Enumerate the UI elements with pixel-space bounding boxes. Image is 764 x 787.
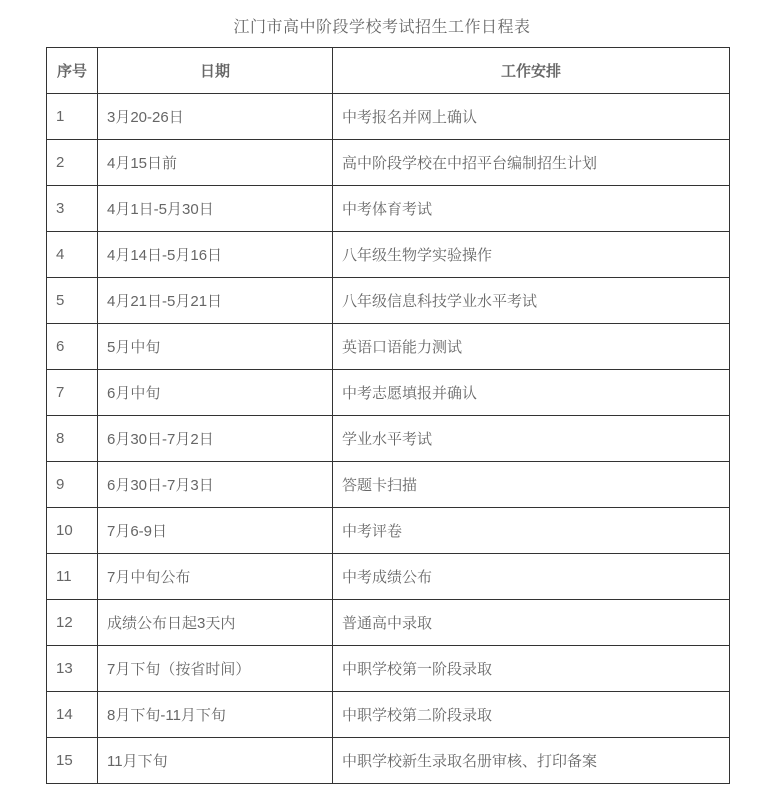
table-row xyxy=(47,416,730,462)
cell-no: 15 xyxy=(47,738,98,784)
cell-task: 中考成绩公布 xyxy=(333,554,730,600)
cell-date: 7月6-9日 xyxy=(98,508,333,554)
cell-task: 高中阶段学校在中招平台编制招生计划 xyxy=(333,140,730,186)
cell-task: 学业水平考试 xyxy=(333,416,730,462)
table-row xyxy=(47,508,730,554)
cell-task: 中职学校第一阶段录取 xyxy=(333,646,730,692)
cell-no: 4 xyxy=(47,232,98,278)
cell-task: 答题卡扫描 xyxy=(333,462,730,508)
table-body xyxy=(47,94,730,784)
cell-task: 普通高中录取 xyxy=(333,600,730,646)
table-row xyxy=(47,370,730,416)
cell-task: 八年级生物学实验操作 xyxy=(333,232,730,278)
cell-date: 5月中旬 xyxy=(98,324,333,370)
cell-date: 成绩公布日起3天内 xyxy=(98,600,333,646)
cell-task: 中考体育考试 xyxy=(333,186,730,232)
table-row xyxy=(47,186,730,232)
cell-date: 4月14日-5月16日 xyxy=(98,232,333,278)
cell-date: 3月20-26日 xyxy=(98,94,333,140)
table-row xyxy=(47,94,730,140)
cell-date: 11月下旬 xyxy=(98,738,333,784)
cell-task: 中考志愿填报并确认 xyxy=(333,370,730,416)
cell-no: 12 xyxy=(47,600,98,646)
schedule-table xyxy=(46,47,730,784)
table-row xyxy=(47,692,730,738)
cell-no: 10 xyxy=(47,508,98,554)
cell-date: 6月中旬 xyxy=(98,370,333,416)
page-title: 江门市高中阶段学校考试招生工作日程表 xyxy=(233,19,531,36)
cell-no: 7 xyxy=(47,370,98,416)
cell-no: 2 xyxy=(47,140,98,186)
table-row xyxy=(47,232,730,278)
cell-no: 13 xyxy=(47,646,98,692)
table-row xyxy=(47,554,730,600)
header-row xyxy=(47,48,730,94)
header-cell-task: 工作安排 xyxy=(333,48,730,94)
cell-no: 6 xyxy=(47,324,98,370)
cell-no: 14 xyxy=(47,692,98,738)
table-row xyxy=(47,646,730,692)
header-cell-date: 日期 xyxy=(98,48,333,94)
cell-no: 8 xyxy=(47,416,98,462)
table-row xyxy=(47,738,730,784)
cell-date: 8月下旬-11月下旬 xyxy=(98,692,333,738)
cell-date: 7月下旬（按省时间） xyxy=(98,646,333,692)
cell-no: 3 xyxy=(47,186,98,232)
cell-no: 11 xyxy=(47,554,98,600)
cell-date: 7月中旬公布 xyxy=(98,554,333,600)
cell-task: 英语口语能力测试 xyxy=(333,324,730,370)
cell-no: 9 xyxy=(47,462,98,508)
cell-date: 4月21日-5月21日 xyxy=(98,278,333,324)
cell-date: 4月1日-5月30日 xyxy=(98,186,333,232)
cell-date: 6月30日-7月3日 xyxy=(98,462,333,508)
cell-task: 八年级信息科技学业水平考试 xyxy=(333,278,730,324)
cell-no: 1 xyxy=(47,94,98,140)
table-row xyxy=(47,140,730,186)
table-row xyxy=(47,278,730,324)
cell-date: 4月15日前 xyxy=(98,140,333,186)
header-cell-no: 序号 xyxy=(47,48,98,94)
cell-task: 中职学校新生录取名册审核、打印备案 xyxy=(333,738,730,784)
table-header xyxy=(47,48,730,94)
cell-date: 6月30日-7月2日 xyxy=(98,416,333,462)
table-row xyxy=(47,324,730,370)
cell-no: 5 xyxy=(47,278,98,324)
table-row xyxy=(47,462,730,508)
cell-task: 中考报名并网上确认 xyxy=(333,94,730,140)
cell-task: 中考评卷 xyxy=(333,508,730,554)
table-row xyxy=(47,600,730,646)
cell-task: 中职学校第二阶段录取 xyxy=(333,692,730,738)
